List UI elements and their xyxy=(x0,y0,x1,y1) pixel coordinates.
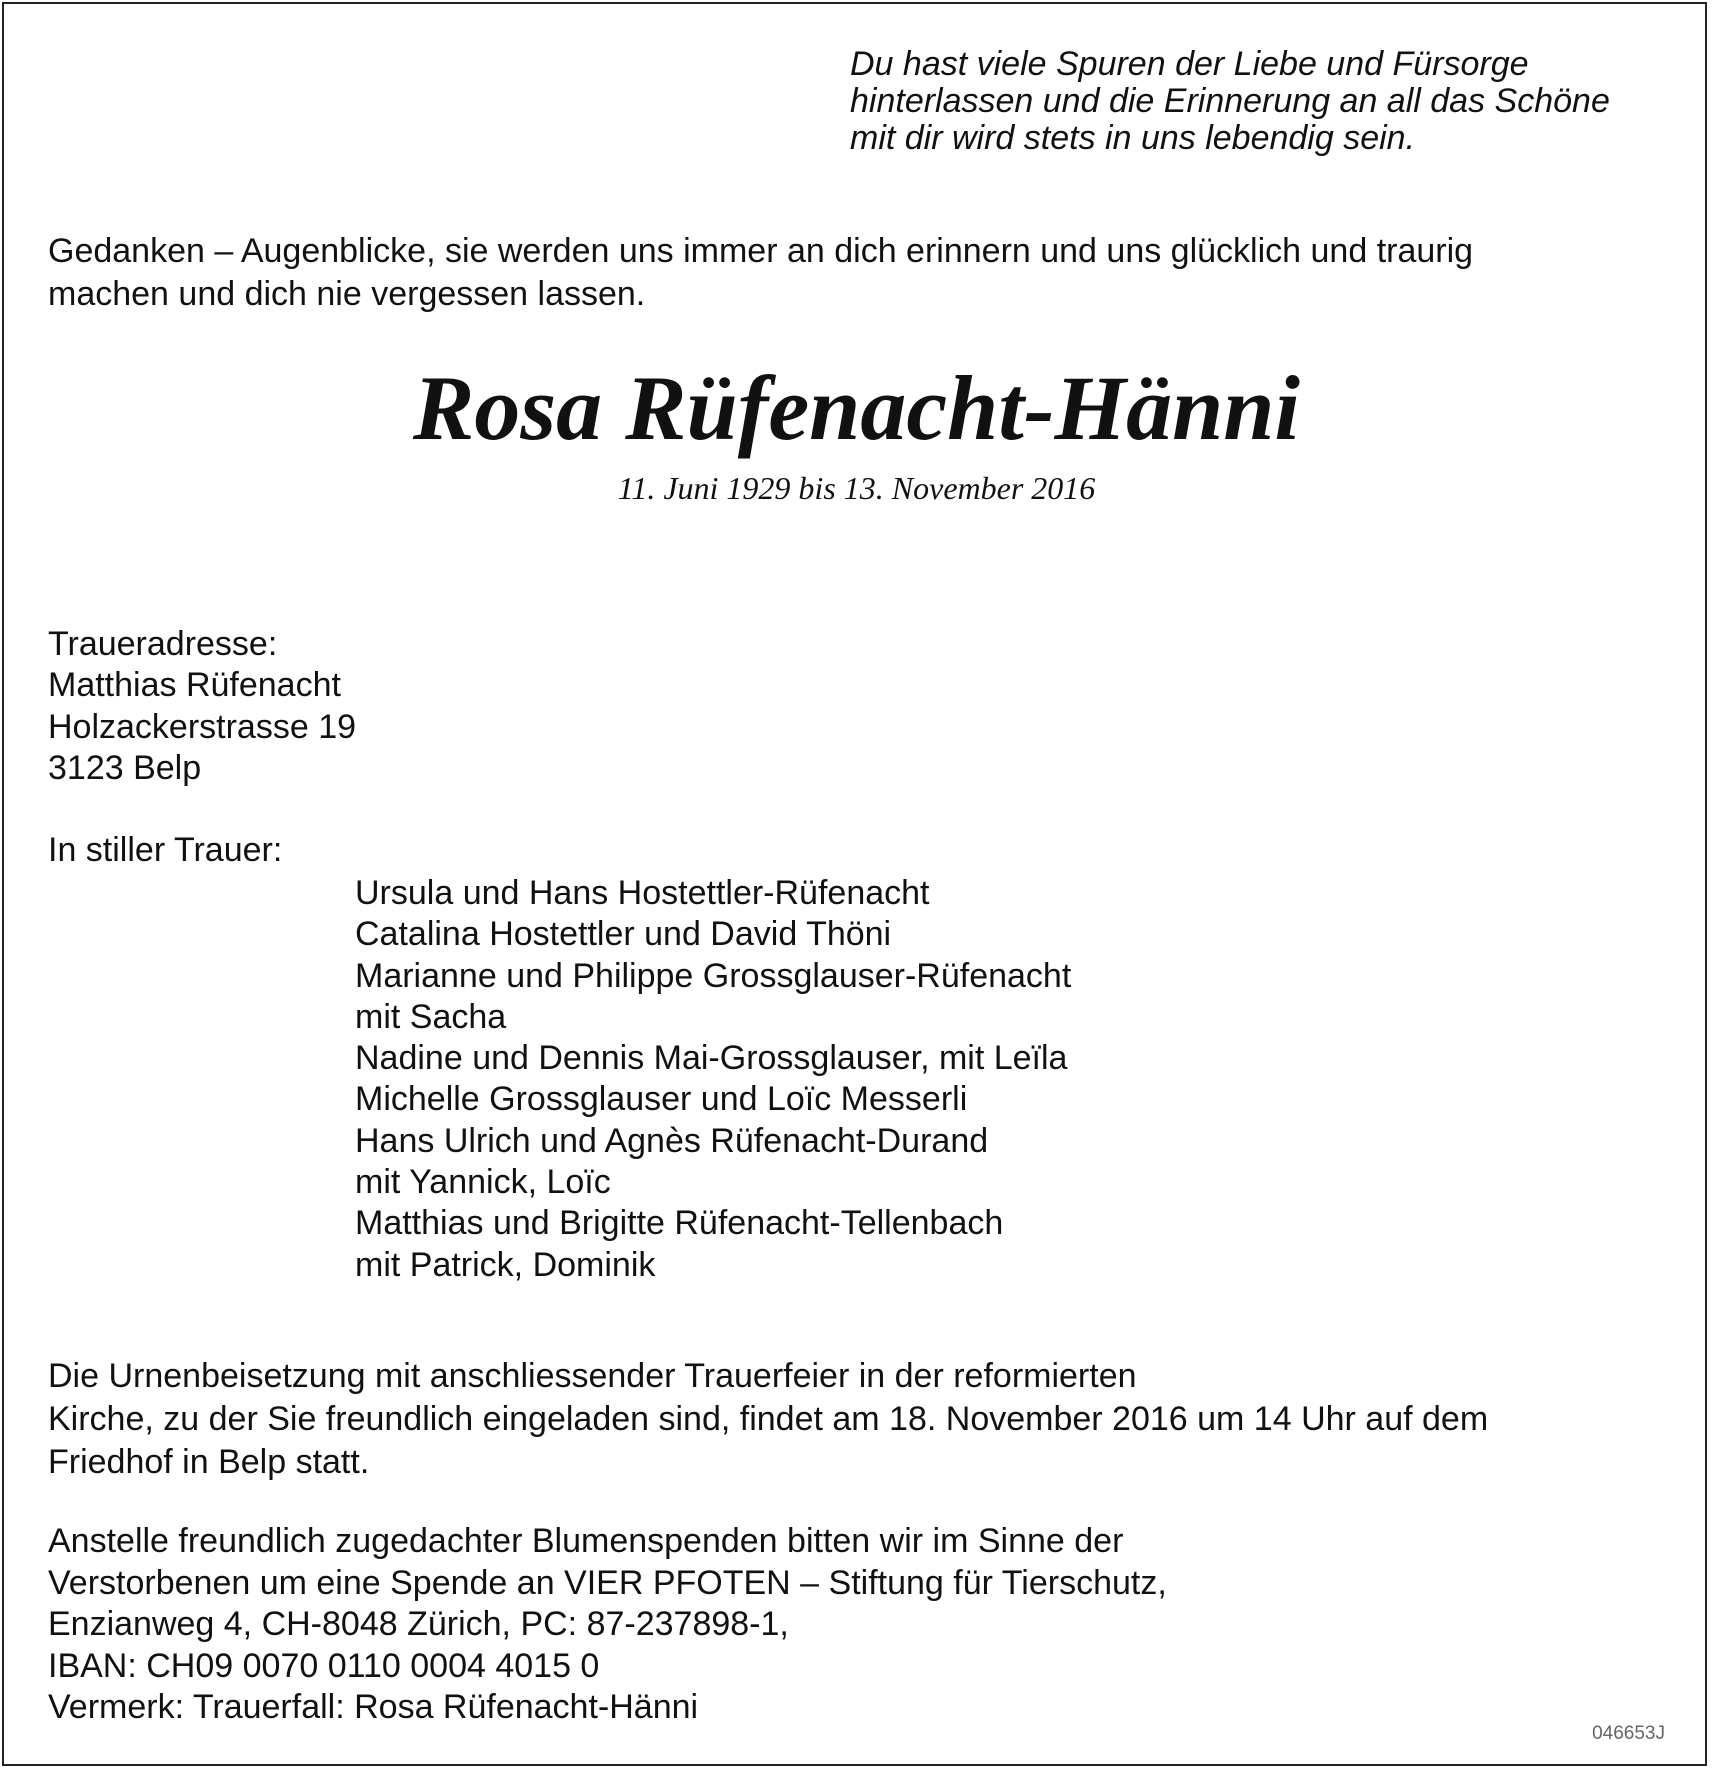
ceremony-line: Kirche, zu der Sie freundlich eingeladen sind, findet am 18. November 2016 um 14 Uhr auf dem xyxy=(48,1400,1489,1438)
mourning-address xyxy=(48,624,356,789)
mourner-line: Ursula und Hans Hostettler-Rüfenacht xyxy=(355,874,930,912)
address-label: Traueradresse: xyxy=(48,625,278,663)
intro-line: machen und dich nie vergessen lassen. xyxy=(48,275,646,313)
motto-line: mit dir wird stets in uns lebendig sein. xyxy=(850,119,1416,157)
donation-line: IBAN: CH09 0070 0110 0004 4015 0 xyxy=(48,1646,600,1685)
mourner-line: Michelle Grossglauser und Loïc Messerli xyxy=(355,1080,968,1119)
reference-code: 046653J xyxy=(1592,1723,1665,1744)
deceased-name: Rosa Rüfenacht-Hänni xyxy=(413,357,1300,459)
ceremony-info xyxy=(48,1355,1488,1484)
mourner-line: mit Sacha xyxy=(355,997,507,1036)
mourner-line: Hans Ulrich und Agnès Rüfenacht-Durand xyxy=(355,1121,989,1160)
mourners-list xyxy=(355,873,1071,1286)
mourner-line: Matthias und Brigitte Rüfenacht-Tellenbach xyxy=(355,1204,1004,1243)
intro-text xyxy=(48,230,1668,316)
donation-line: Anstelle freundlich zugedachter Blumenspenden bitten wir im Sinne der xyxy=(48,1522,1124,1560)
intro-line: Gedanken – Augenblicke, sie werden uns immer an dich erinnern und uns glücklich und traurig xyxy=(48,232,1474,270)
address-line: Holzackerstrasse 19 xyxy=(48,707,357,746)
mourning-label-text: In stiller Trauer: xyxy=(48,831,283,869)
mourner-line: Nadine und Dennis Mai-Grossglauser, mit Leïla xyxy=(355,1039,1068,1078)
motto-quote xyxy=(850,46,1670,157)
ceremony-line: Die Urnenbeisetzung mit anschliessender Trauerfeier in der reformierten xyxy=(48,1357,1137,1395)
donation-line: Enzianweg 4, CH-8048 Zürich, PC: 87-237898-1, xyxy=(48,1605,789,1643)
life-dates: 11. Juni 1929 bis 13. November 2016 xyxy=(617,470,1096,506)
mourner-line: mit Patrick, Dominik xyxy=(355,1245,656,1284)
mourning-label xyxy=(48,830,282,871)
address-line: Matthias Rüfenacht xyxy=(48,666,341,705)
mourner-line: Catalina Hostettler und David Thöni xyxy=(355,915,892,954)
donation-line: Verstorbenen um eine Spende an VIER PFOTEN – Stiftung für Tierschutz, xyxy=(48,1563,1167,1602)
motto-line: hinterlassen und die Erinnerung an all das Schöne xyxy=(850,82,1610,120)
mourner-line: Marianne und Philippe Grossglauser-Rüfenacht xyxy=(355,956,1072,995)
address-line: 3123 Belp xyxy=(48,748,202,787)
donation-info xyxy=(48,1521,1167,1729)
motto-line: Du hast viele Spuren der Liebe und Fürsorge xyxy=(850,45,1529,83)
ceremony-line: Friedhof in Belp statt. xyxy=(48,1443,370,1481)
donation-line: Vermerk: Trauerfall: Rosa Rüfenacht-Hänni xyxy=(48,1688,699,1726)
mourner-line: mit Yannick, Loïc xyxy=(355,1163,611,1202)
